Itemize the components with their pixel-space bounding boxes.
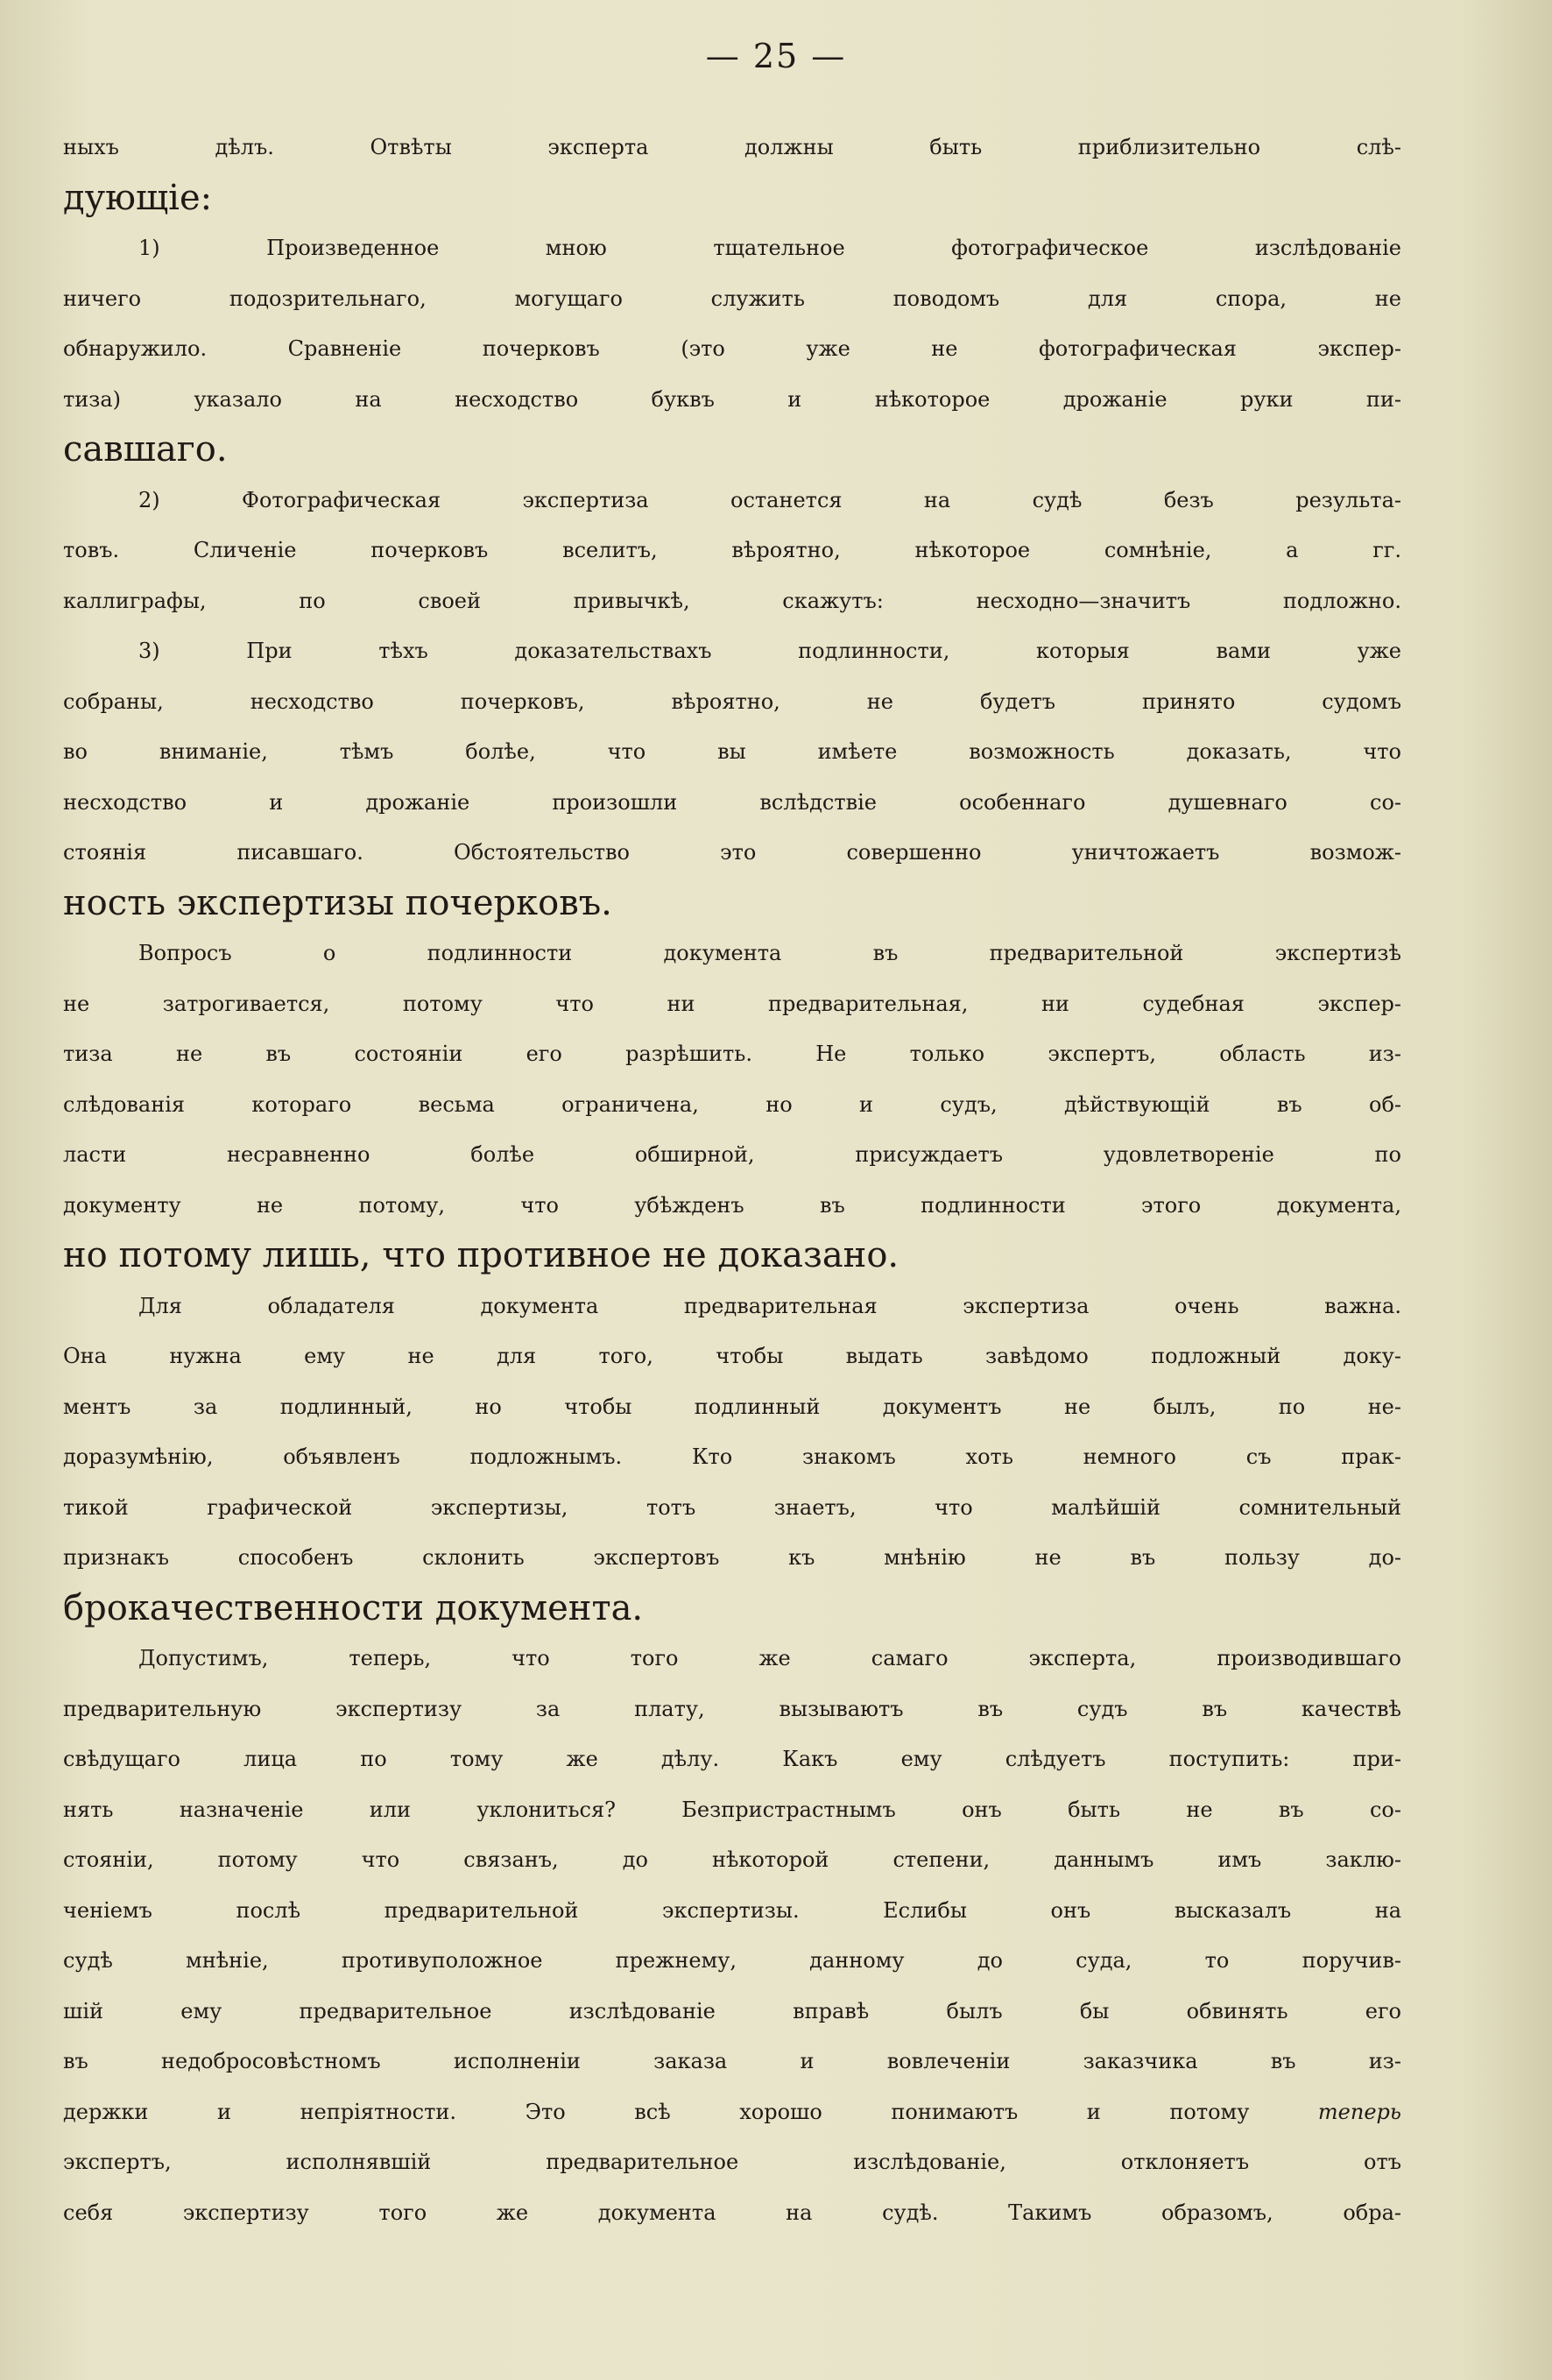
text-line: признакъ способенъ склонить экспертовъ къ мнѣнію не въ пользу до-	[63, 1545, 1401, 1570]
text-line: товъ. Сличеніе почерковъ вселитъ, вѣроятно, нѣкоторое сомнѣніе, а гг.	[63, 538, 1401, 562]
text-line: ныхъ дѣлъ. Отвѣты эксперта должны быть приблизительно слѣ-	[63, 135, 1401, 159]
text-line: держки и непріятности. Это всѣ хорошо понимаютъ и потому теперь	[63, 2099, 1401, 2124]
text-line: свѣдущаго лица по тому же дѣлу. Какъ ему слѣдуетъ поступить: при-	[63, 1747, 1401, 1771]
text-line: собраны, несходство почерковъ, вѣроятно, не будетъ принято судомъ	[63, 689, 1401, 714]
text-line: дующіе:	[63, 177, 213, 218]
text-line: Допустимъ, теперь, что того же самаго эксперта, производившаго	[138, 1646, 1401, 1670]
text-line: савшаго.	[63, 429, 228, 470]
text-line: во вниманіе, тѣмъ болѣе, что вы имѣете возможность доказать, что	[63, 739, 1401, 764]
text-line: 3) При тѣхъ доказательствахъ подлинности, которыя вами уже	[138, 639, 1401, 663]
text-line: 1) Произведенное мною тщательное фотографическое изслѣдованіе	[138, 236, 1401, 260]
text-line: Для обладателя документа предварительная экспертиза очень важна.	[138, 1293, 1401, 1318]
text-line: слѣдованія котораго весьма ограничена, но и судъ, дѣйствующій въ об-	[63, 1091, 1401, 1117]
text-line: ченіемъ послѣ предварительной экспертизы. Еслибы онъ высказалъ на	[63, 1897, 1401, 1923]
text-line: нять назначеніе или уклониться? Безпристрастнымъ онъ быть не въ со-	[63, 1797, 1401, 1822]
text-line: Вопросъ о подлинности документа въ предварительной экспертизѣ	[138, 941, 1401, 965]
text-line: 2) Фотографическая экспертиза останется на судѣ безъ результа-	[138, 487, 1401, 512]
text-line: несходство и дрожаніе произошли вслѣдствіе особеннаго душевнаго со-	[63, 789, 1401, 815]
text-line: судѣ мнѣніе, противуположное прежнему, данному до суда, то поручив-	[63, 1948, 1401, 1973]
text-line: тикой графической экспертизы, тотъ знаетъ, что малѣйшій сомнительный	[63, 1494, 1401, 1520]
text-line: себя экспертизу того же документа на судѣ. Такимъ образомъ, обра-	[63, 2200, 1401, 2225]
text-line: каллиграфы, по своей привычкѣ, скажутъ: несходно—значитъ подложно.	[63, 588, 1401, 613]
text-line: тиза не въ состояніи его разрѣшить. Не только экспертъ, область из-	[63, 1042, 1401, 1066]
text-line: ласти несравненно болѣе обширной, присуждаетъ удовлетвореніе по	[63, 1142, 1401, 1167]
text-line: обнаружило. Сравненіе почерковъ (это уже не фотографическая экспер-	[63, 336, 1401, 361]
text-line: стояніи, потому что связанъ, до нѣкоторой степени, даннымъ имъ заклю-	[63, 1847, 1401, 1872]
text-line: стоянія писавшаго. Обстоятельство это совершенно уничтожаетъ возмож-	[63, 840, 1401, 865]
text-line: ментъ за подлинный, но чтобы подлинный документъ не былъ, по не-	[63, 1394, 1401, 1419]
text-line: документу не потому, что убѣжденъ въ подлинности этого документа,	[63, 1192, 1401, 1218]
body-text	[63, 123, 1401, 2238]
emphasized-word: теперь	[1317, 2099, 1401, 2124]
text-line: ность экспертизы почерковъ.	[63, 882, 612, 923]
text-line: предварительную экспертизу за плату, вызываютъ въ судъ въ качествѣ	[63, 1696, 1401, 1721]
text-line: брокачественности документа.	[63, 1587, 644, 1628]
text-line: доразумѣнію, объявленъ подложнымъ. Кто знакомъ хоть немного съ прак-	[63, 1444, 1401, 1469]
text-line: ничего подозрительнаго, могущаго служить поводомъ для спора, не	[63, 286, 1401, 311]
text-line: Она нужна ему не для того, чтобы выдать завѣдомо подложный доку-	[63, 1344, 1401, 1368]
text-line: но потому лишь, что противное не доказано.	[63, 1235, 899, 1275]
text-line: экспертъ, исполнявшій предварительное изслѣдованіе, отклоняетъ отъ	[63, 2150, 1401, 2174]
text-line: въ недобросовѣстномъ исполненіи заказа и вовлеченіи заказчика въ из-	[63, 2049, 1401, 2073]
text-line: не затрогивается, потому что ни предварительная, ни судебная экспер-	[63, 991, 1401, 1016]
text-line: шій ему предварительное изслѣдованіе вправѣ былъ бы обвинять его	[63, 1998, 1401, 2023]
text-line: тиза) указало на несходство буквъ и нѣкоторое дрожаніе руки пи-	[63, 386, 1401, 412]
page-number: — 25 —	[705, 37, 847, 75]
